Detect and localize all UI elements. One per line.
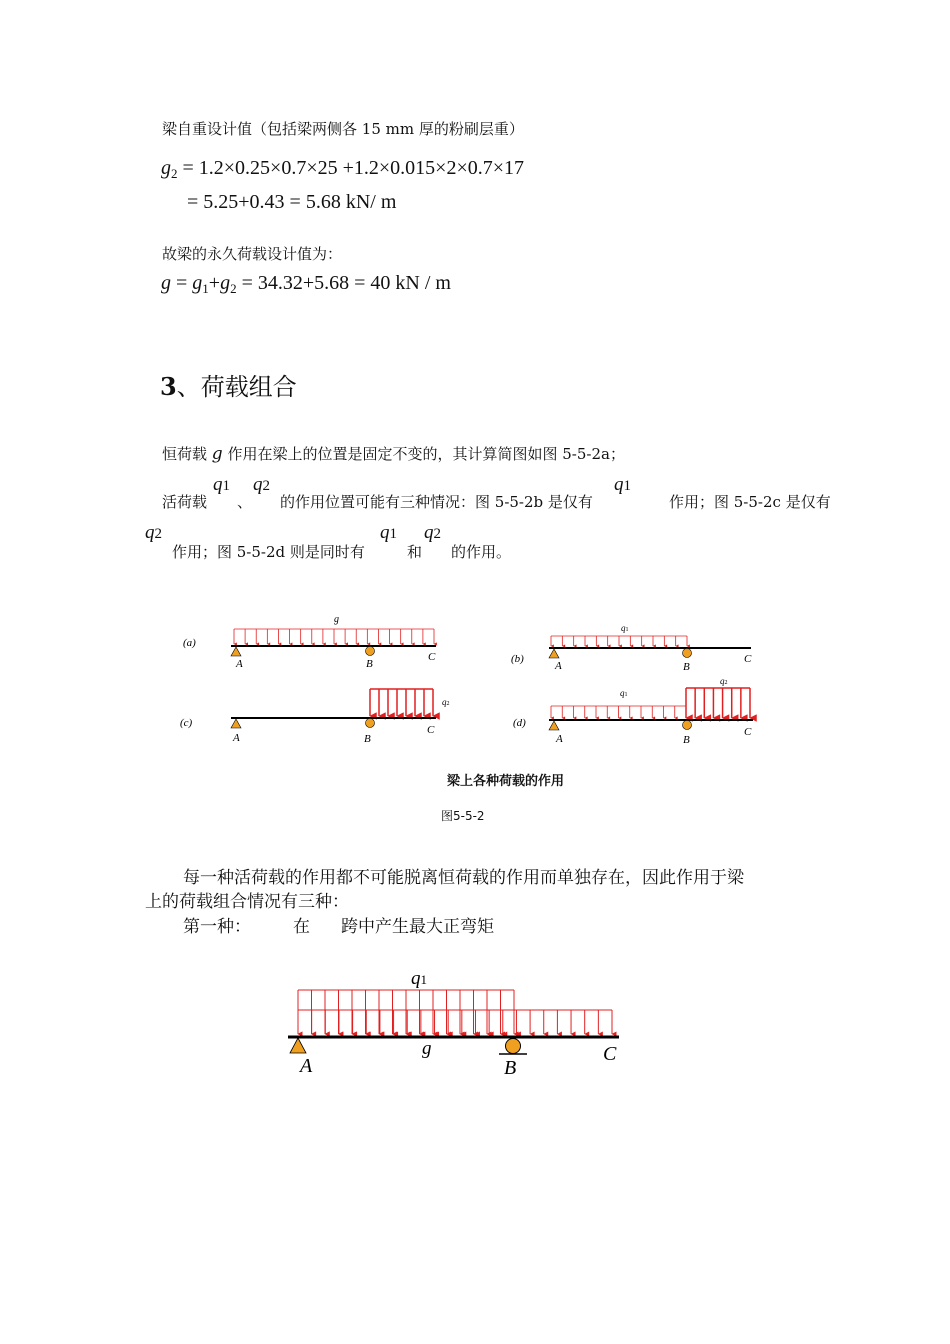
q2-load-arrows-c [370, 689, 433, 716]
combination-1-diagram [288, 968, 619, 1079]
live-load-intro: 活荷载 [162, 493, 208, 511]
support-a-pin-d [549, 721, 559, 730]
q1-symbol-3: q1 [380, 522, 397, 543]
eq-value: = 34.32+5.68 = 40 kN / m [236, 272, 451, 294]
label-A-b: A [555, 660, 562, 672]
label-c: (c) [180, 717, 193, 729]
label-B-d: B [683, 734, 690, 746]
label-B-a: B [366, 658, 373, 670]
support-a-pin-c [231, 719, 241, 728]
eq-eq-sign: = [171, 272, 193, 294]
label-A-d: A [556, 733, 563, 745]
para1-g-symbol: g [211, 444, 223, 464]
q2-symbol-3: q2 [424, 522, 441, 543]
case1-label: 第一种： [183, 917, 251, 937]
permanent-load-label: 故梁的永久荷载设计值为： [162, 245, 343, 263]
diagram-d [513, 676, 753, 746]
para1-text-a: 恒荷载 [162, 445, 208, 463]
label-a: (a) [183, 637, 196, 649]
combination-1-load-arrows [298, 990, 612, 1034]
eq-g1-symbol: g [192, 272, 203, 294]
label-B-b: B [683, 661, 690, 673]
eq-g2b-subscript: 2 [230, 281, 237, 296]
support-a-pin-combo [290, 1038, 306, 1053]
live-load-separator: 、 [237, 493, 253, 511]
para3-text-a: 作用；图 5-5-2d 则是同时有 [172, 543, 365, 561]
para1-text-b: 作用在梁上的位置是固定不变的，其计算简图如图 5-5-2a； [227, 445, 625, 463]
figure-caption: 梁上各种荷载的作用 [447, 774, 565, 789]
label-q1-b: q1 [621, 623, 629, 633]
label-g-combo: g [422, 1038, 432, 1059]
case1-description: 跨中产生最大正弯矩 [341, 917, 494, 937]
q1-symbol: q1 [213, 474, 230, 495]
support-b-roller-c [366, 719, 375, 728]
q1-q2-load-arrows-d [551, 688, 750, 718]
combination-para-line2: 上的荷载组合情况有三种： [145, 892, 349, 912]
q2-symbol-2: q2 [145, 522, 162, 543]
para3-text-b: 的作用。 [451, 543, 512, 561]
eq-g-symbol: g [161, 272, 171, 294]
eq-g2-rhs: = 1.2×0.25×0.7×25 +1.2×0.015×2×0.7×17 [182, 157, 525, 179]
case1-at: 在 [293, 917, 310, 937]
label-A-c: A [233, 732, 240, 744]
combination-para-line1: 每一种活荷载的作用都不可能脱离恒荷载的作用而单独存在，因此作用于梁 [183, 868, 744, 888]
label-A-combo: A [300, 1055, 313, 1077]
label-q1-d: q1 [620, 688, 628, 698]
figure-number: 图5-5-2 [441, 809, 485, 823]
equation-g2-line2: = 5.25+0.43 = 5.68 kN/ m [187, 191, 397, 213]
q1-symbol-2: q1 [614, 474, 631, 495]
label-C-b: C [744, 653, 752, 665]
equation-g2-line1 [161, 157, 524, 182]
label-q2-c: q2 [442, 697, 450, 707]
section-number: 3 [160, 372, 177, 401]
label-q2-d: q2 [720, 676, 728, 686]
eq-g2b-symbol: g [220, 272, 231, 294]
label-g-a: g [334, 614, 339, 625]
eq-g1-subscript: 1 [202, 281, 209, 296]
label-C-d: C [744, 726, 752, 738]
label-q1-combo: q1 [411, 968, 427, 989]
label-C-a: C [428, 651, 436, 663]
eq-g2-symbol: g [161, 157, 171, 179]
diagram-a [183, 614, 436, 670]
label-B-c: B [364, 733, 371, 745]
beam-self-weight-label: 梁自重设计值（包括梁两侧各 15 mm 厚的粉刷层重） [162, 120, 524, 138]
diagram-c [180, 689, 450, 745]
label-d: (d) [513, 717, 526, 729]
eq-plus: + [208, 272, 221, 294]
q1-load-arrows-b [551, 636, 687, 646]
support-a-pin-b [549, 649, 559, 658]
dead-load-arrows-a [234, 629, 434, 644]
support-b-roller-d [683, 721, 692, 730]
live-load-text-b: 的作用位置可能有三种情况：图 5-5-2b 是仅有 [280, 493, 593, 511]
support-a-pin [231, 647, 241, 656]
diagram-b [511, 623, 752, 673]
live-load-text-c: 作用；图 5-5-2c 是仅有 [669, 493, 831, 511]
q2-symbol: q2 [253, 474, 270, 495]
label-C-combo: C [603, 1043, 617, 1065]
dead-load-paragraph [162, 443, 625, 464]
label-A-a: A [236, 658, 243, 670]
label-b: (b) [511, 653, 524, 665]
label-C-c: C [427, 724, 435, 736]
section-title: 、荷载组合 [176, 373, 297, 401]
section-heading [160, 367, 297, 402]
para3-and: 和 [407, 543, 423, 561]
eq-g2-subscript: 2 [171, 166, 178, 181]
support-b-roller-a [366, 647, 375, 656]
support-b-roller-b [683, 649, 692, 658]
support-b-roller-combo [506, 1039, 521, 1054]
equation-g-total [161, 272, 451, 297]
label-B-combo: B [504, 1057, 517, 1079]
